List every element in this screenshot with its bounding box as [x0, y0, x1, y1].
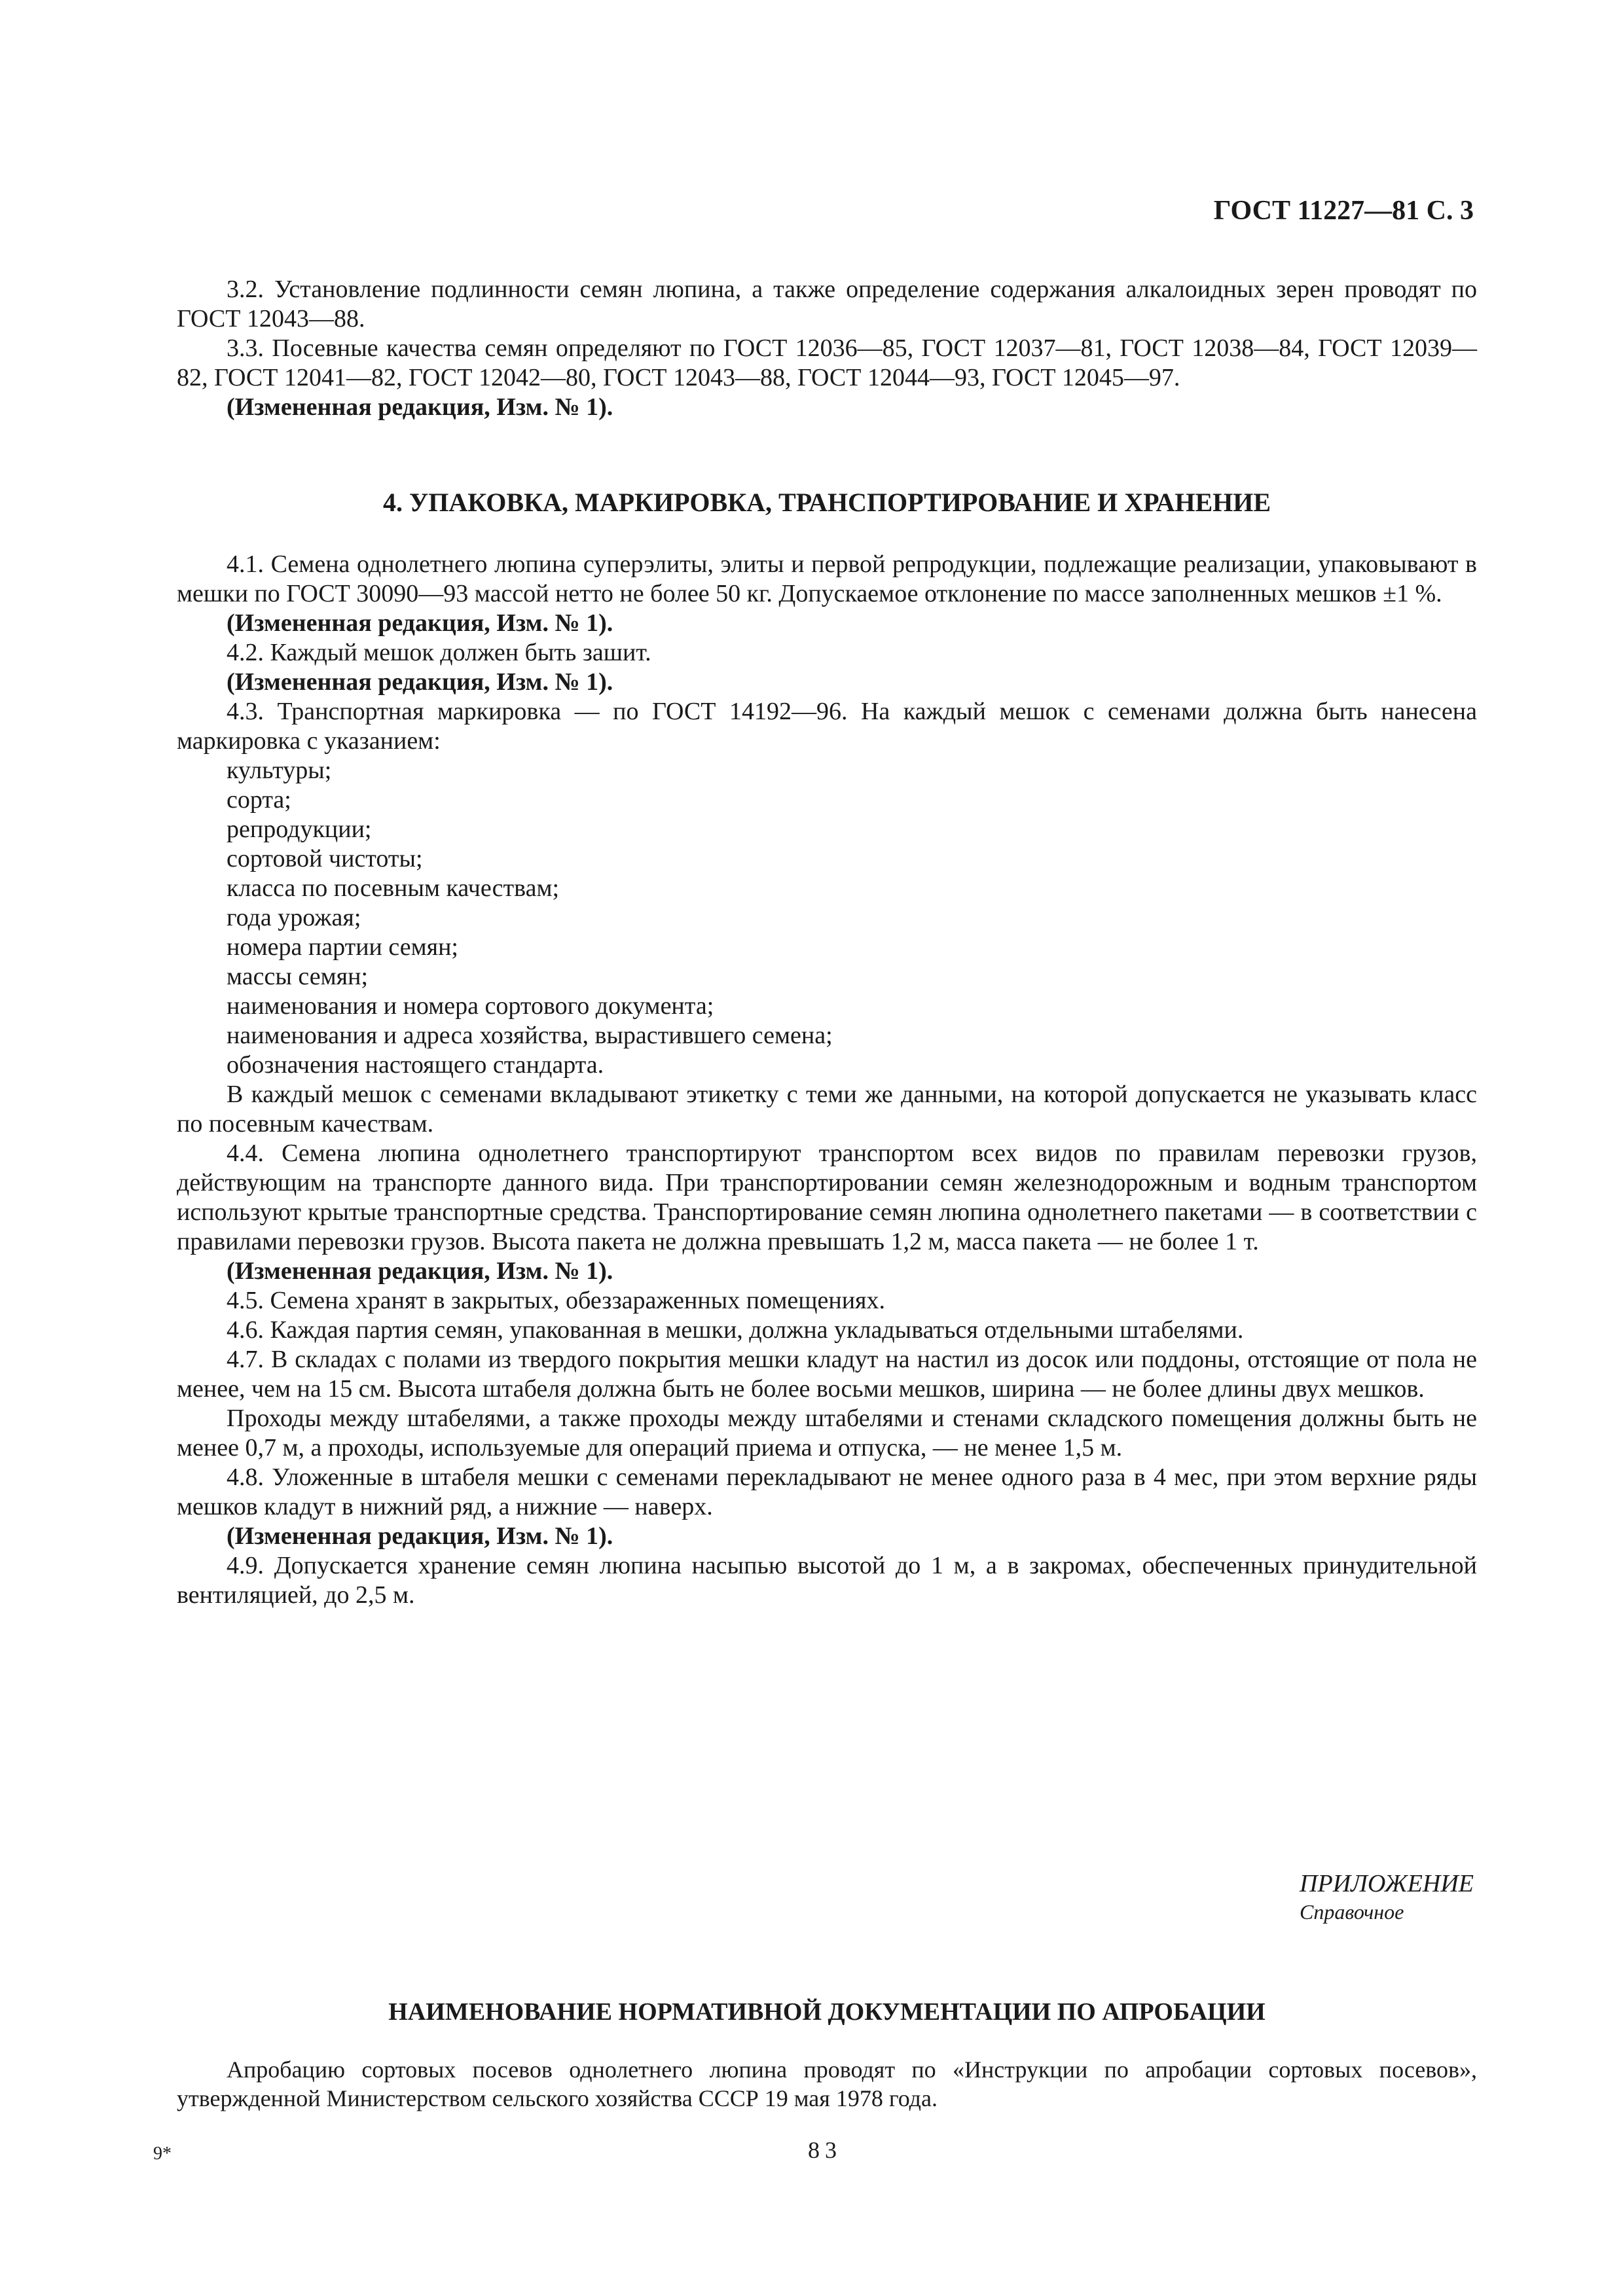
amendment-note: (Измененная редакция, Изм. № 1). — [227, 609, 613, 637]
list-item: сорта; — [227, 786, 291, 814]
section-4-text — [177, 550, 1477, 1610]
amendment-note: (Измененная редакция, Изм. № 1). — [227, 1257, 613, 1285]
list-item: культуры; — [227, 757, 332, 784]
appendix-label-block — [1300, 1869, 1474, 1925]
paragraph-4-9: 4.9. Допускается хранение семян люпина насыпью высотой до 1 м, а в закромах, обеспеченных принудительной вентиляцией, до 2,5 м. — [177, 1552, 1477, 1609]
paragraph-4-3: 4.3. Транспортная маркировка — по ГОСТ 14192—96. На каждый мешок с семенами должна быть нанесена маркировка с указанием: — [177, 698, 1477, 755]
appendix-heading: НАИМЕНОВАНИЕ НОРМАТИВНОЙ ДОКУМЕНТАЦИИ ПО АПРОБАЦИИ — [388, 1998, 1266, 2026]
appendix-text: Апробацию сортовых посевов однолетнего люпина проводят по «Инструкции по апробации сортовых посевов», утвержденной Министерством сельского хозяйства СССР 19 мая 1978 года. — [177, 2056, 1477, 2111]
signature-mark: 9* — [153, 2144, 172, 2164]
list-item: класса по посевным качествам; — [227, 874, 560, 902]
appendix-sublabel: Справочное — [1300, 1900, 1404, 1924]
section-3-text — [177, 275, 1477, 422]
paragraph-4-5: 4.5. Семена хранят в закрытых, обеззараженных помещениях. — [227, 1287, 886, 1314]
paragraph-4-6: 4.6. Каждая партия семян, упакованная в мешки, должна укладываться отдельными штабелями. — [227, 1316, 1244, 1344]
marking-list — [177, 756, 1477, 1080]
paragraph-4-7: 4.7. В складах с полами из твердого покрытия мешки кладут на настил из досок или поддоны, отстоящие от пола не менее, чем на 15 см. Высота штабеля должна быть не более восьми мешков, ширина — не более длины двух мешков. — [177, 1346, 1477, 1403]
paragraph-4-1: 4.1. Семена однолетнего люпина суперэлиты, элиты и первой репродукции, подлежащие реализации, упаковывают в мешки по ГОСТ 30090—93 массой нетто не более 50 кг. Допускаемое отклонение по массе заполненных мешков ±1 %. — [177, 550, 1477, 607]
list-item: номера партии семян; — [227, 933, 458, 961]
list-item: наименования и адреса хозяйства, вырастившего семена; — [227, 1022, 833, 1049]
section-4-heading: 4. УПАКОВКА, МАРКИРОВКА, ТРАНСПОРТИРОВАНИЕ И ХРАНЕНИЕ — [382, 488, 1271, 517]
section-4-heading-wrap — [177, 488, 1477, 517]
list-item: репродукции; — [227, 816, 372, 843]
page-number: 83 — [808, 2137, 842, 2163]
paragraph-4-2: 4.2. Каждый мешок должен быть зашит. — [227, 639, 651, 666]
paragraph-3-3: 3.3. Посевные качества семян определяют по ГОСТ 12036—85, ГОСТ 12037—81, ГОСТ 12038—84, ГОСТ 12039—82, ГОСТ 12041—82, ГОСТ 12042—80, ГОСТ 12043—88, ГОСТ 12044—93, ГОСТ 12045—97. — [177, 334, 1477, 391]
amendment-note: (Измененная редакция, Изм. № 1). — [227, 1522, 613, 1550]
list-item: наименования и номера сортового документа; — [227, 992, 714, 1020]
page-header: ГОСТ 11227—81 С. 3 — [1213, 196, 1474, 226]
list-item: сортовой чистоты; — [227, 845, 423, 872]
paragraph-4-7-passages: Проходы между штабелями, а также проходы между штабелями и стенами складского помещения должны быть не менее 0,7 м, а проходы, используемые для операций приема и отпуска, — не менее 1,5 м. — [177, 1405, 1477, 1462]
list-item: массы семян; — [227, 963, 369, 990]
appendix-body — [177, 2055, 1477, 2113]
paragraph-4-3-label-note: В каждый мешок с семенами вкладывают этикетку с теми же данными, на которой допускается не указывать класс по посевным качествам. — [177, 1081, 1477, 1138]
paragraph-4-8: 4.8. Уложенные в штабеля мешки с семенами перекладывают не менее одного раза в 4 мес, при этом верхние ряды мешков кладут в нижний ряд, а нижние — наверх. — [177, 1463, 1477, 1520]
paragraph-4-4: 4.4. Семена люпина однолетнего транспортируют транспортом всех видов по правилам перевозки грузов, действующим на транспорте данного вида. При транспортировании семян железнодорожным и водным транспортом используют крытые транспортные средства. Транспортирование семян люпина однолетнего пакетами — в соответствии с правилами перевозки грузов. Высота пакета не должна превышать 1,2 м, масса пакета — не более 1 т. — [177, 1139, 1477, 1255]
amendment-note: (Измененная редакция, Изм. № 1). — [227, 668, 613, 696]
amendment-note: (Измененная редакция, Изм. № 1). — [227, 393, 613, 421]
paragraph-3-2: 3.2. Установление подлинности семян люпина, а также определение содержания алкалоидных зерен проводят по ГОСТ 12043—88. — [177, 276, 1477, 332]
appendix-label: ПРИЛОЖЕНИЕ — [1300, 1870, 1474, 1897]
list-item: года урожая; — [227, 904, 361, 931]
list-item: обозначения настоящего стандарта. — [227, 1051, 604, 1079]
appendix-heading-wrap — [177, 1998, 1477, 2027]
